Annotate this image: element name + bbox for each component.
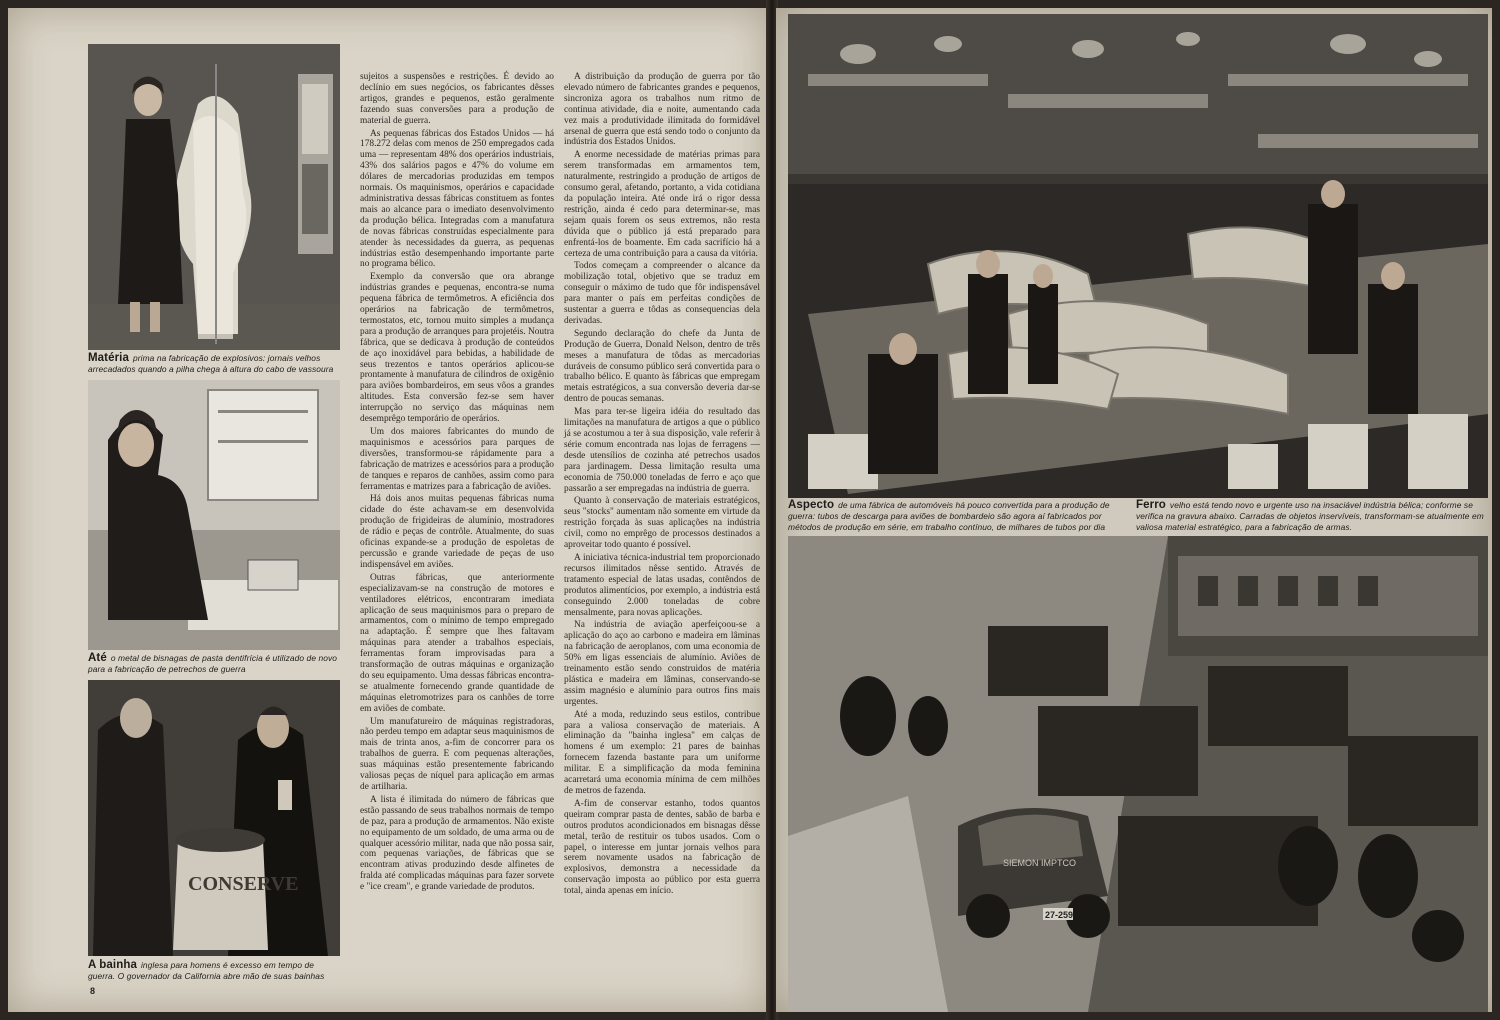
truck-door-text: SIEMON IMPTCO xyxy=(1003,858,1077,868)
paragraph: A iniciativa técnica-industrial tem proporcionado recursos ilimitados nêsse sentido. Através de tratamento especial de latas usadas, contêndos de produtos alimentícios, por exemplo, a indústria está conseguindo 2.000 toneladas de cobre mensalmente, para novas aplicações. xyxy=(564,552,760,618)
caption-materia: Matéria prima na fabricação de explosivos: jornais velhos arrecadados quando a pilha chega à altura do cabo de vassoura xyxy=(88,352,334,374)
paragraph: Mas para ter-se ligeira idéia do resultado das limitações na manufatura de artigos a que o público já se acostumou a ter à sua disposição, vale referir à série comum encontrada nas lojas de ferragens — desde utensílios de cozinha até petrechos usados para jardinagem. Dessa limitação resulta uma economia de 750.000 toneladas de ferro e aço que passarão a ser empregadas na indústria de guerra. xyxy=(564,407,760,494)
paragraph: Exemplo da conversão que ora abrange indústrias grandes e pequenas, encontra-se numa pequena fábrica de termômetros. A eficiência dos operários na fabricação de termômetros, termostatos, etc, tornou muito simples a mudança para a produção de arranques para projetéis. Noutra fábrica, que se dedicava à produção de conteúdos de aço inoxidável para bebidas, a habilidade de seus trezentos e tantos operários aplicou-se prontamente à manufatura de cilindros de oxigênio para aviões bombardeiros, em seus vôos a grandes altitudes. Esta conversão fez-se sem haver interrupção no serviço das máquinas nem desemprêgo temporário de operários. xyxy=(360,272,554,425)
photo-toothpaste-tubes xyxy=(88,380,340,650)
text-column-2 xyxy=(564,72,760,899)
left-page xyxy=(8,8,768,1012)
paragraph: Quanto à conservação de materiais estratégicos, seus "stocks" aumentam não somente em virtude da restrição forçada às suas aplicações na indústria civil, como no emprêgo de processos destinados a aproveitar todo quanto é possível. xyxy=(564,496,760,551)
paragraph: Até a moda, reduzindo seus estilos, contribue para a valiosa conservação de materiais. A eliminação da "bainha inglesa" em calças de homens é um exemplo: 21 pares de bainhas fornecem fazenda bastante para um uniforme militar. E a simplificação da moda feminina acarretará uma economia mínima de cem milhões de metros de fazenda. xyxy=(564,709,760,796)
paragraph: Um manufatureiro de máquinas registradoras, não perdeu tempo em adaptar seus maquinismos de mais de trinta anos, a-fim de concorrer para os trabalhos de guerra. E com pequenas alterações, suas máquinas estão presentemente fabricando valiosas peças de níquel para aplicação em armas de artilharia. xyxy=(360,716,554,792)
paragraph: sujeitos a suspensões e restrições. É devido ao declínio em sues negócios, os fabricantes dêsses artigos, grandes e pequenos, estão geralmente fazendo suas conversões para a produção de material de guerra. xyxy=(360,72,554,126)
paragraph: Todos começam a compreender o alcance da mobilização total, objetivo que se traduz em conseguir o máximo de tudo que fôr indispensável para manter o país em perfeitas condições de sustentar a guerra e tôdas as consequencias dela derivadas. xyxy=(564,261,760,326)
right-page xyxy=(776,8,1492,1012)
paragraph: Segundo declaração do chefe da Junta de Produção de Guerra, Donald Nelson, dentro de três meses a manufatura de tôdas as mercadorias duráveis de consumo público será convertida para o trabalho bélico. E quanto às fábricas que empregam metais estratégicos, a sua conversão deveria dar-se dentro de poucas semanas. xyxy=(564,328,760,405)
caption-a-bainha: A bainha inglesa para homens é excesso em tempo de guerra. O governador da California abre mão de suas bainhas xyxy=(88,959,325,981)
paragraph: Outras fábricas, que anteriormente especializavam-se na construção de motores e ventiladores elétricos, encontraram imediata aplicação de seus maquinismos para o preparo de armamentos, com o mínimo de tempo empregado na adaptação. É sempre que lhes faltavam máquinas para atender a trabalhos especiais, ferramentas foram improvisadas para a transformação de outras máquinas e organização do seu equipamento. Uma dessas fábricas encontra-se atualmente fornecendo grande quantidade de máquinas eletromotrizes para os canhões de torre em aviões de combate. xyxy=(360,572,554,714)
sack-label: CONSERVE xyxy=(188,873,299,895)
photo-trouser-cuffs xyxy=(88,680,340,956)
paragraph: Há dois anos muitas pequenas fábricas numa cidade do éste achavam-se em desenvolvida produção de frigideiras de alumínio, mostradores de rádio e peças de contrôle. Atualmente, do suas oficinas expande-se a produção de espoletas de percussão e grande variedade de peças de uso indispensável em aviões. xyxy=(360,494,554,570)
paragraph: Na indústria de aviação aperfeiçoou-se a aplicação do aço ao carbono e madeira em lâminas na fabricação de aeroplanos, com uma economia de 50% em ligas essenciais de alumínio. Aviões de treinamento estão sendo construidos de matéria plástica e madeira em lâminas, conservando-se assim magnésio e alumínio para outros fins mais urgentes. xyxy=(564,620,760,707)
paragraph: A-fim de conservar estanho, todos quantos queiram comprar pasta de dentes, sabão de barba e outros produtos acondicionados em bisnagas dêsse metal, terão de restituir os tubos usados. Com o papel, o interesse em juntar jornais velhos para serem novamente usados na fabricação de explosivos, demonstra a necessidade da conservação imposta ao público por esta guerra total, ainda apenas em início. xyxy=(564,798,760,897)
license-plate: 27-259 xyxy=(1045,910,1074,920)
caption-ate: Até o metal de bisnagas de pasta dentifrícia é utilizado de novo para a fabricação de petrechos de guerra xyxy=(88,652,338,674)
photo-scrap-iron-street xyxy=(788,536,1488,1012)
photo-newspaper-stack xyxy=(88,44,340,350)
paragraph: A enorme necessidade de matérias primas para serem transformadas em armamentos tem, naturalmente, restringido a produção de artigos de consumo geral, afetando, portanto, a vida cotidiana da população inteira. Até onde irá o rigor dessa restrição, ainda é cedo para determinar-se, mas sejam quais forem os seus extremos, não resta dúvida que o público já está preparado para enfrentá-los de boamente. Em cada sacrifício há a certeza de uma contribuição para a causa da vitória. xyxy=(564,150,760,259)
caption-aspecto: Aspecto de uma fábrica de automóveis há pouco convertida para a produção de guerra: tubos de descarga para aviões de bombardeio são agora aí fabricados por métodos de produção em série, em trabalho contínuo, de milhares de tubos por dia xyxy=(788,499,1110,532)
photo-factory-exhaust-tubes xyxy=(788,14,1488,498)
paragraph: A distribuição da produção de guerra por tão elevado número de fabricantes grandes e pequenos, sincroniza agora os trabalhos num ritmo de contínua atividade, dia e noite, aumentando cada vez mais a produtividade ilimitada do formidável arsenal de guerra que está sendo todo o conjunto da indústria dos Estados Unidos. xyxy=(564,72,760,148)
paragraph: Um dos maiores fabricantes do mundo de maquinismos e acessórios para parques de diversões, transformou-se rápidamente para a fabricação de matrizes e acessórios para a produção de tanques e reparos de canhões, assim como para ferramentas e matrizes para a fabricação de aviões. xyxy=(360,427,554,492)
text-column-1 xyxy=(360,72,554,895)
caption-ferro: Ferro velho está tendo novo e urgente uso na insaciável indústria bélica; conforme se verifica na gravura abaixo. Carradas de objetos inservíveis, transformam-se atualmente em valiosa material estratégico, para a fabricação de armas. xyxy=(1136,499,1484,532)
page-number: 8 xyxy=(90,986,96,996)
paragraph: A lista é ilimitada do número de fábricas que estão passando de seus trabalhos normais de tempo de paz, para a produção de armamentos. Não existe no equipamento de um soldado, de uma arma ou de qualquer acessório militar, nada que não possa sair, com pequenas variações, de fábricas que se encontram ativas produzindo desde alfinetes de fralda até complicadas máquinas para fazer sorvete e "ice cream", e grande variedade de produtos. xyxy=(360,794,554,893)
paragraph: As pequenas fábricas dos Estados Unidos — há 178.272 delas com menos de 250 empregados cada uma — representam 48% dos operários industriais, 43% dos salários pagos e 47% do volume em dólares de mercadorias produzidas em tempos normais. Os maquinismos, operários e capacidade administrativa dessas fábricas constituem as fontes mais ao alcance para o imediato desenvolvimento da produção bélica. Integradas com a manufatura de novas fábricas construídas especialmente para atender às necessidades da guerra, as pequenas indústrias estão desempenhando importante parte no programa bélico. xyxy=(360,128,554,270)
